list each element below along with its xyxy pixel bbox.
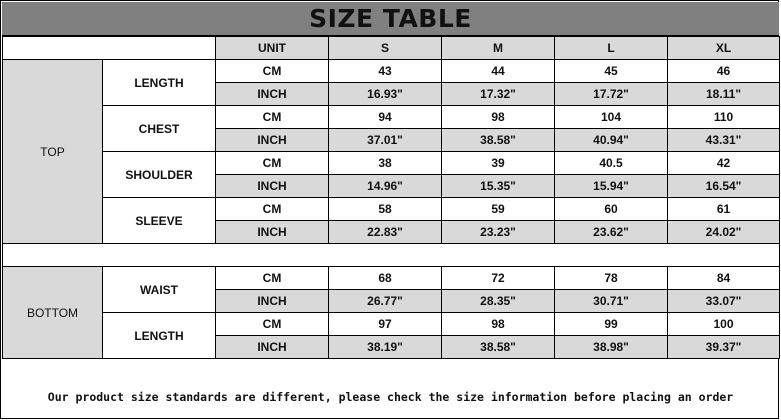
unit-inch: INCH <box>216 221 329 244</box>
top-cm-row <box>3 60 780 83</box>
unit-cm: CM <box>216 198 329 221</box>
size-value-cell: 38.98" <box>555 336 668 359</box>
size-value-cell: 38 <box>329 152 442 175</box>
size-disclaimer-note: Our product size standards are different, please check the size information before placing an order <box>47 389 734 404</box>
size-value-cell: 16.54" <box>668 175 780 198</box>
size-value-cell: 22.83" <box>329 221 442 244</box>
size-value-cell: 110 <box>668 106 780 129</box>
size-value-cell: 39 <box>442 152 555 175</box>
size-value-cell: 39.37" <box>668 336 780 359</box>
size-value-cell: 43 <box>329 60 442 83</box>
size-value-cell: 99 <box>555 313 668 336</box>
size-value-cell: 24.02" <box>668 221 780 244</box>
header-size-s: S <box>329 37 442 60</box>
top-cm-row <box>3 106 780 129</box>
unit-inch: INCH <box>216 129 329 152</box>
size-value-cell: 23.23" <box>442 221 555 244</box>
size-value-cell: 61 <box>668 198 780 221</box>
size-value-cell: 45 <box>555 60 668 83</box>
size-value-cell: 98 <box>442 106 555 129</box>
measure-name: SLEEVE <box>103 198 216 244</box>
unit-inch: INCH <box>216 175 329 198</box>
size-value-cell: 68 <box>329 267 442 290</box>
size-table-body <box>3 37 780 359</box>
size-value-cell: 94 <box>329 106 442 129</box>
size-value-cell: 97 <box>329 313 442 336</box>
unit-cm: CM <box>216 106 329 129</box>
unit-inch: INCH <box>216 83 329 106</box>
size-value-cell: 17.72" <box>555 83 668 106</box>
size-value-cell: 104 <box>555 106 668 129</box>
size-value-cell: 15.35" <box>442 175 555 198</box>
size-value-cell: 58 <box>329 198 442 221</box>
header-blank-cell <box>3 37 216 60</box>
size-value-cell: 33.07" <box>668 290 780 313</box>
size-value-cell: 59 <box>442 198 555 221</box>
bottom-cm-row <box>3 267 780 290</box>
header-row <box>3 37 780 60</box>
bottom-section-label: BOTTOM <box>3 267 103 359</box>
top-cm-row <box>3 152 780 175</box>
top-section-label: TOP <box>3 60 103 244</box>
unit-cm: CM <box>216 267 329 290</box>
size-value-cell: 26.77" <box>329 290 442 313</box>
header-size-xl: XL <box>668 37 780 60</box>
unit-inch: INCH <box>216 336 329 359</box>
measure-name: LENGTH <box>103 60 216 106</box>
size-value-cell: 30.71" <box>555 290 668 313</box>
top-cm-row <box>3 198 780 221</box>
size-table <box>2 36 780 359</box>
header-unit: UNIT <box>216 37 329 60</box>
size-value-cell: 38.58" <box>442 129 555 152</box>
size-value-cell: 38.58" <box>442 336 555 359</box>
size-value-cell: 78 <box>555 267 668 290</box>
size-value-cell: 15.94" <box>555 175 668 198</box>
header-size-l: L <box>555 37 668 60</box>
size-value-cell: 40.94" <box>555 129 668 152</box>
size-value-cell: 42 <box>668 152 780 175</box>
size-value-cell: 17.32" <box>442 83 555 106</box>
size-value-cell: 43.31" <box>668 129 780 152</box>
section-gap-cell <box>3 244 780 267</box>
size-table-title: SIZE TABLE <box>2 2 779 36</box>
size-value-cell: 16.93" <box>329 83 442 106</box>
measure-name: SHOULDER <box>103 152 216 198</box>
size-value-cell: 72 <box>442 267 555 290</box>
size-value-cell: 100 <box>668 313 780 336</box>
unit-inch: INCH <box>216 290 329 313</box>
bottom-cm-row <box>3 313 780 336</box>
measure-name: CHEST <box>103 106 216 152</box>
size-value-cell: 38.19" <box>329 336 442 359</box>
size-value-cell: 40.5 <box>555 152 668 175</box>
size-value-cell: 84 <box>668 267 780 290</box>
size-value-cell: 37.01" <box>329 129 442 152</box>
section-gap-row <box>3 244 780 267</box>
measure-name: LENGTH <box>103 313 216 359</box>
size-value-cell: 44 <box>442 60 555 83</box>
size-value-cell: 23.62" <box>555 221 668 244</box>
size-value-cell: 98 <box>442 313 555 336</box>
unit-cm: CM <box>216 60 329 83</box>
unit-cm: CM <box>216 152 329 175</box>
header-size-m: M <box>442 37 555 60</box>
size-value-cell: 18.11" <box>668 83 780 106</box>
size-value-cell: 60 <box>555 198 668 221</box>
size-value-cell: 46 <box>668 60 780 83</box>
size-value-cell: 14.96" <box>329 175 442 198</box>
unit-cm: CM <box>216 313 329 336</box>
size-value-cell: 28.35" <box>442 290 555 313</box>
measure-name: WAIST <box>103 267 216 313</box>
